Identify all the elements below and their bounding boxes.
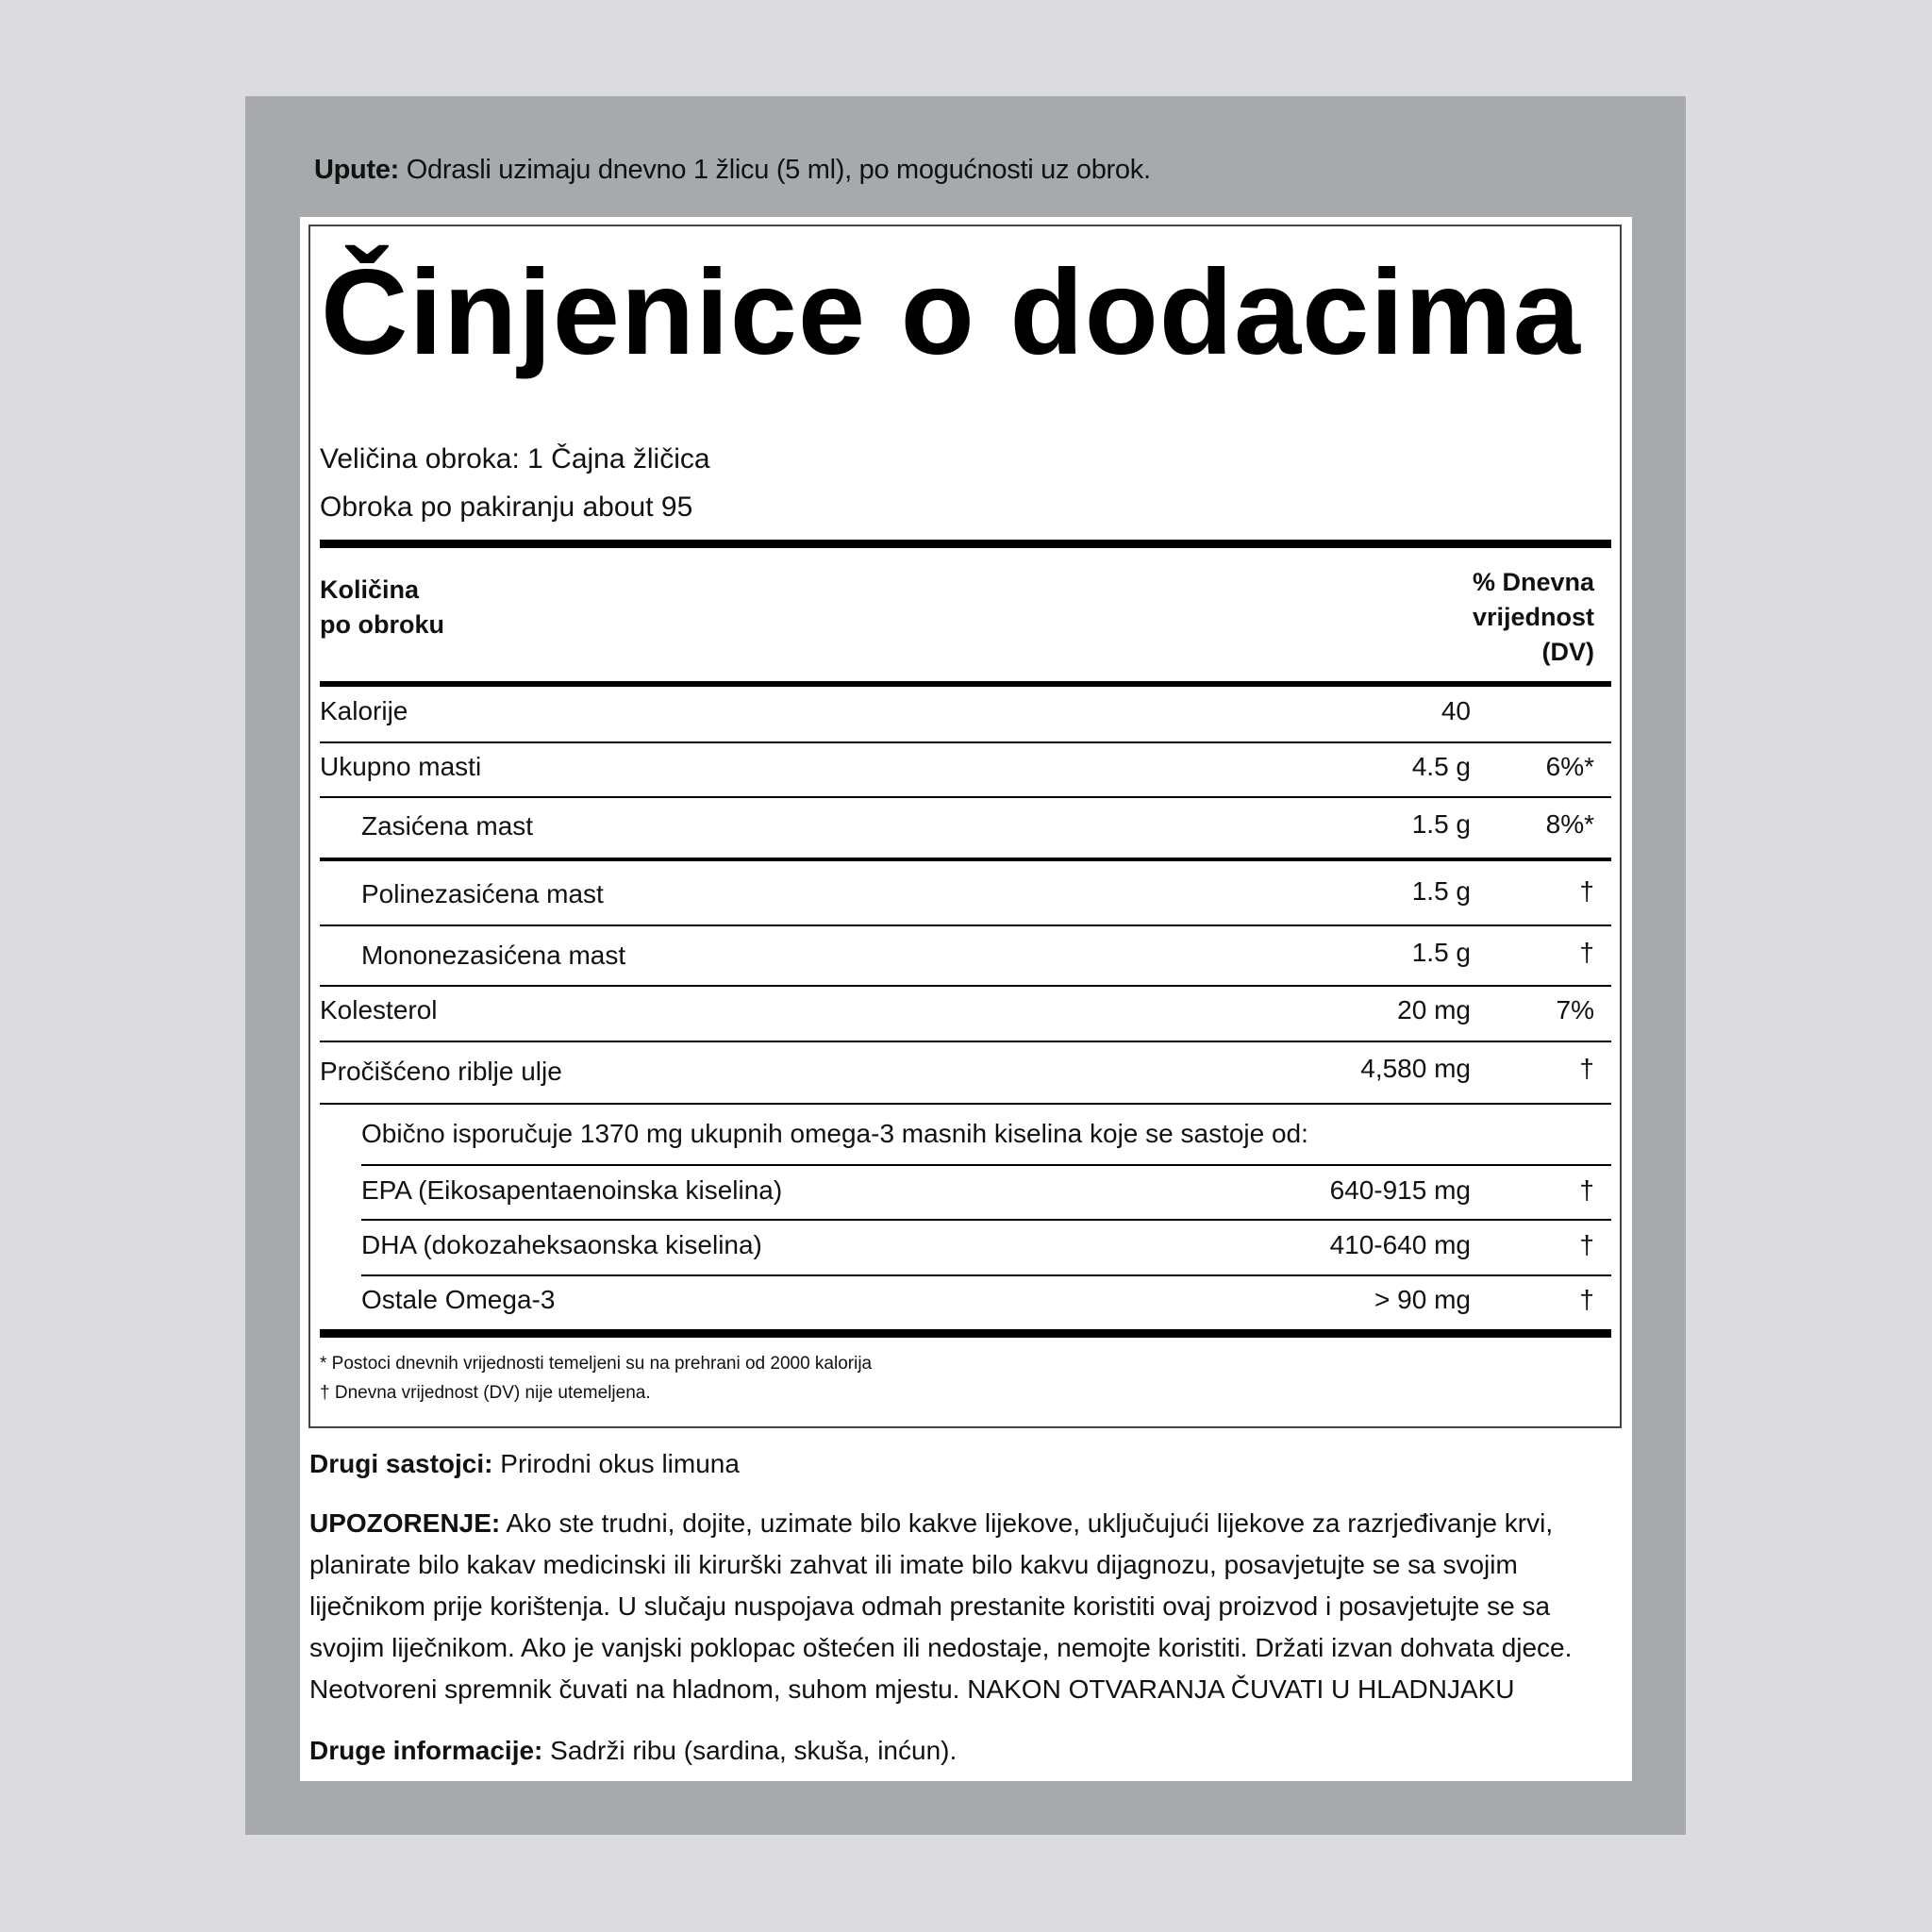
- row-label-polyunsaturated-fat: Polinezasićena mast: [361, 879, 604, 908]
- warning-text: Ako ste trudni, dojite, uzimate bilo kakve lijekove, uključujući lijekove za razrjeđivanje krvi, planirate bilo kakav medicinski ili kirurški zahvat ili imate bilo kakvu dijagnozu, posavjetujte se sa svojim liječnikom prije korištenja. U slučaju nuspojava odmah prestanite koristiti ovaj proizvod i posavjetujte se sa svojim liječnikom. Ako je vanjski poklopac oštećen ili nedostaje, nemojte koristiti. Držati izvan dohvata djece. Neotvoreni spremnik čuvati na hladnom, suhom mjestu. NAKON OTVARANJA ČUVATI U HLADNJAKU: [309, 1508, 1573, 1704]
- row-amount-other-omega3: > 90 mg: [1374, 1285, 1471, 1314]
- row-amount-calories: 40: [1441, 696, 1471, 725]
- row-dv-total-fat: 6%*: [1545, 752, 1594, 781]
- footnote-daily-values: * Postoci dnevnih vrijednosti temeljeni su na prehrani od 2000 kalorija: [320, 1354, 873, 1374]
- row-divider-indented: [361, 1219, 1611, 1221]
- row-label-cholesterol: Kolesterol: [320, 995, 438, 1024]
- row-dv-monounsaturated-fat: †: [1579, 938, 1594, 967]
- other-info-label: Druge informacije:: [309, 1736, 543, 1765]
- row-divider: [320, 796, 1611, 798]
- row-amount-monounsaturated-fat: 1.5 g: [1411, 938, 1471, 967]
- row-amount-dha: 410-640 mg: [1329, 1230, 1471, 1259]
- row-dv-other-omega3: †: [1579, 1285, 1594, 1314]
- header-dv-line-2: vrijednost: [1472, 603, 1594, 631]
- header-daily-value: [1473, 565, 1594, 670]
- other-ingredients: [309, 1443, 1616, 1485]
- row-label-saturated-fat: Zasićena mast: [361, 811, 534, 841]
- header-amount-line-2: po obroku: [320, 610, 444, 639]
- directions-label: Upute:: [314, 155, 400, 185]
- row-divider-thick: [320, 858, 1611, 861]
- row-divider: [320, 1103, 1611, 1105]
- row-label-monounsaturated-fat: Mononezasićena mast: [361, 941, 626, 970]
- footnote-dv-not-established: † Dnevna vrijednost (DV) nije utemeljena.: [320, 1383, 651, 1403]
- other-ingredients-text: Prirodni okus limuna: [492, 1449, 740, 1478]
- row-label-other-omega3: Ostale Omega-3: [361, 1285, 556, 1314]
- row-dv-cholesterol: 7%: [1556, 995, 1594, 1024]
- header-dv-line-3: (DV): [1541, 638, 1594, 666]
- thick-rule-bottom: [320, 1329, 1611, 1338]
- row-dv-dha: †: [1579, 1230, 1594, 1259]
- thick-rule-top: [320, 540, 1611, 548]
- warning-label: UPOZORENJE:: [309, 1508, 501, 1538]
- other-information: [309, 1730, 1616, 1772]
- row-label-dha: DHA (dokozaheksaonska kiselina): [361, 1230, 762, 1259]
- row-dv-polyunsaturated-fat: †: [1579, 876, 1594, 906]
- row-label-total-fat: Ukupno masti: [320, 752, 482, 781]
- other-ingredients-label: Drugi sastojci:: [309, 1449, 493, 1478]
- row-dv-fish-oil: †: [1579, 1054, 1594, 1083]
- facts-title: Činjenice o dodacima: [321, 245, 1581, 380]
- row-divider-indented: [361, 1164, 1611, 1166]
- row-dv-epa: †: [1579, 1175, 1594, 1205]
- header-amount-per-serving: [320, 573, 444, 642]
- thick-rule-header: [320, 681, 1611, 687]
- row-amount-fish-oil: 4,580 mg: [1360, 1054, 1471, 1083]
- row-label-epa: EPA (Eikosapentaenoinska kiselina): [361, 1175, 783, 1205]
- row-divider-indented: [361, 1274, 1611, 1276]
- row-amount-polyunsaturated-fat: 1.5 g: [1411, 876, 1471, 906]
- row-divider: [320, 741, 1611, 743]
- serving-size: Veličina obroka: 1 Čajna žličica: [320, 443, 710, 475]
- row-divider: [320, 985, 1611, 987]
- header-amount-line-1: Količina: [320, 575, 420, 604]
- row-label-omega3-description: Obično isporučuje 1370 mg ukupnih omega-3 masnih kiselina koje se sastoje od:: [361, 1119, 1308, 1148]
- directions-text: [314, 155, 1151, 186]
- servings-per-container: Obroka po pakiranju about 95: [320, 491, 693, 523]
- warning-paragraph: [309, 1503, 1616, 1710]
- row-amount-total-fat: 4.5 g: [1411, 752, 1471, 781]
- header-dv-line-1: % Dnevna: [1472, 568, 1594, 596]
- row-amount-cholesterol: 20 mg: [1397, 995, 1471, 1024]
- row-dv-saturated-fat: 8%*: [1545, 809, 1594, 839]
- row-amount-epa: 640-915 mg: [1329, 1175, 1471, 1205]
- row-label-fish-oil: Pročišćeno riblje ulje: [320, 1057, 562, 1086]
- row-label-calories: Kalorije: [320, 696, 408, 725]
- other-info-text: Sadrži ribu (sardina, skuša, inćun).: [542, 1736, 958, 1765]
- directions-body: Odrasli uzimaju dnevno 1 žlicu (5 ml), po mogućnosti uz obrok.: [399, 155, 1151, 185]
- row-amount-saturated-fat: 1.5 g: [1411, 809, 1471, 839]
- row-divider: [320, 924, 1611, 926]
- row-divider: [320, 1041, 1611, 1042]
